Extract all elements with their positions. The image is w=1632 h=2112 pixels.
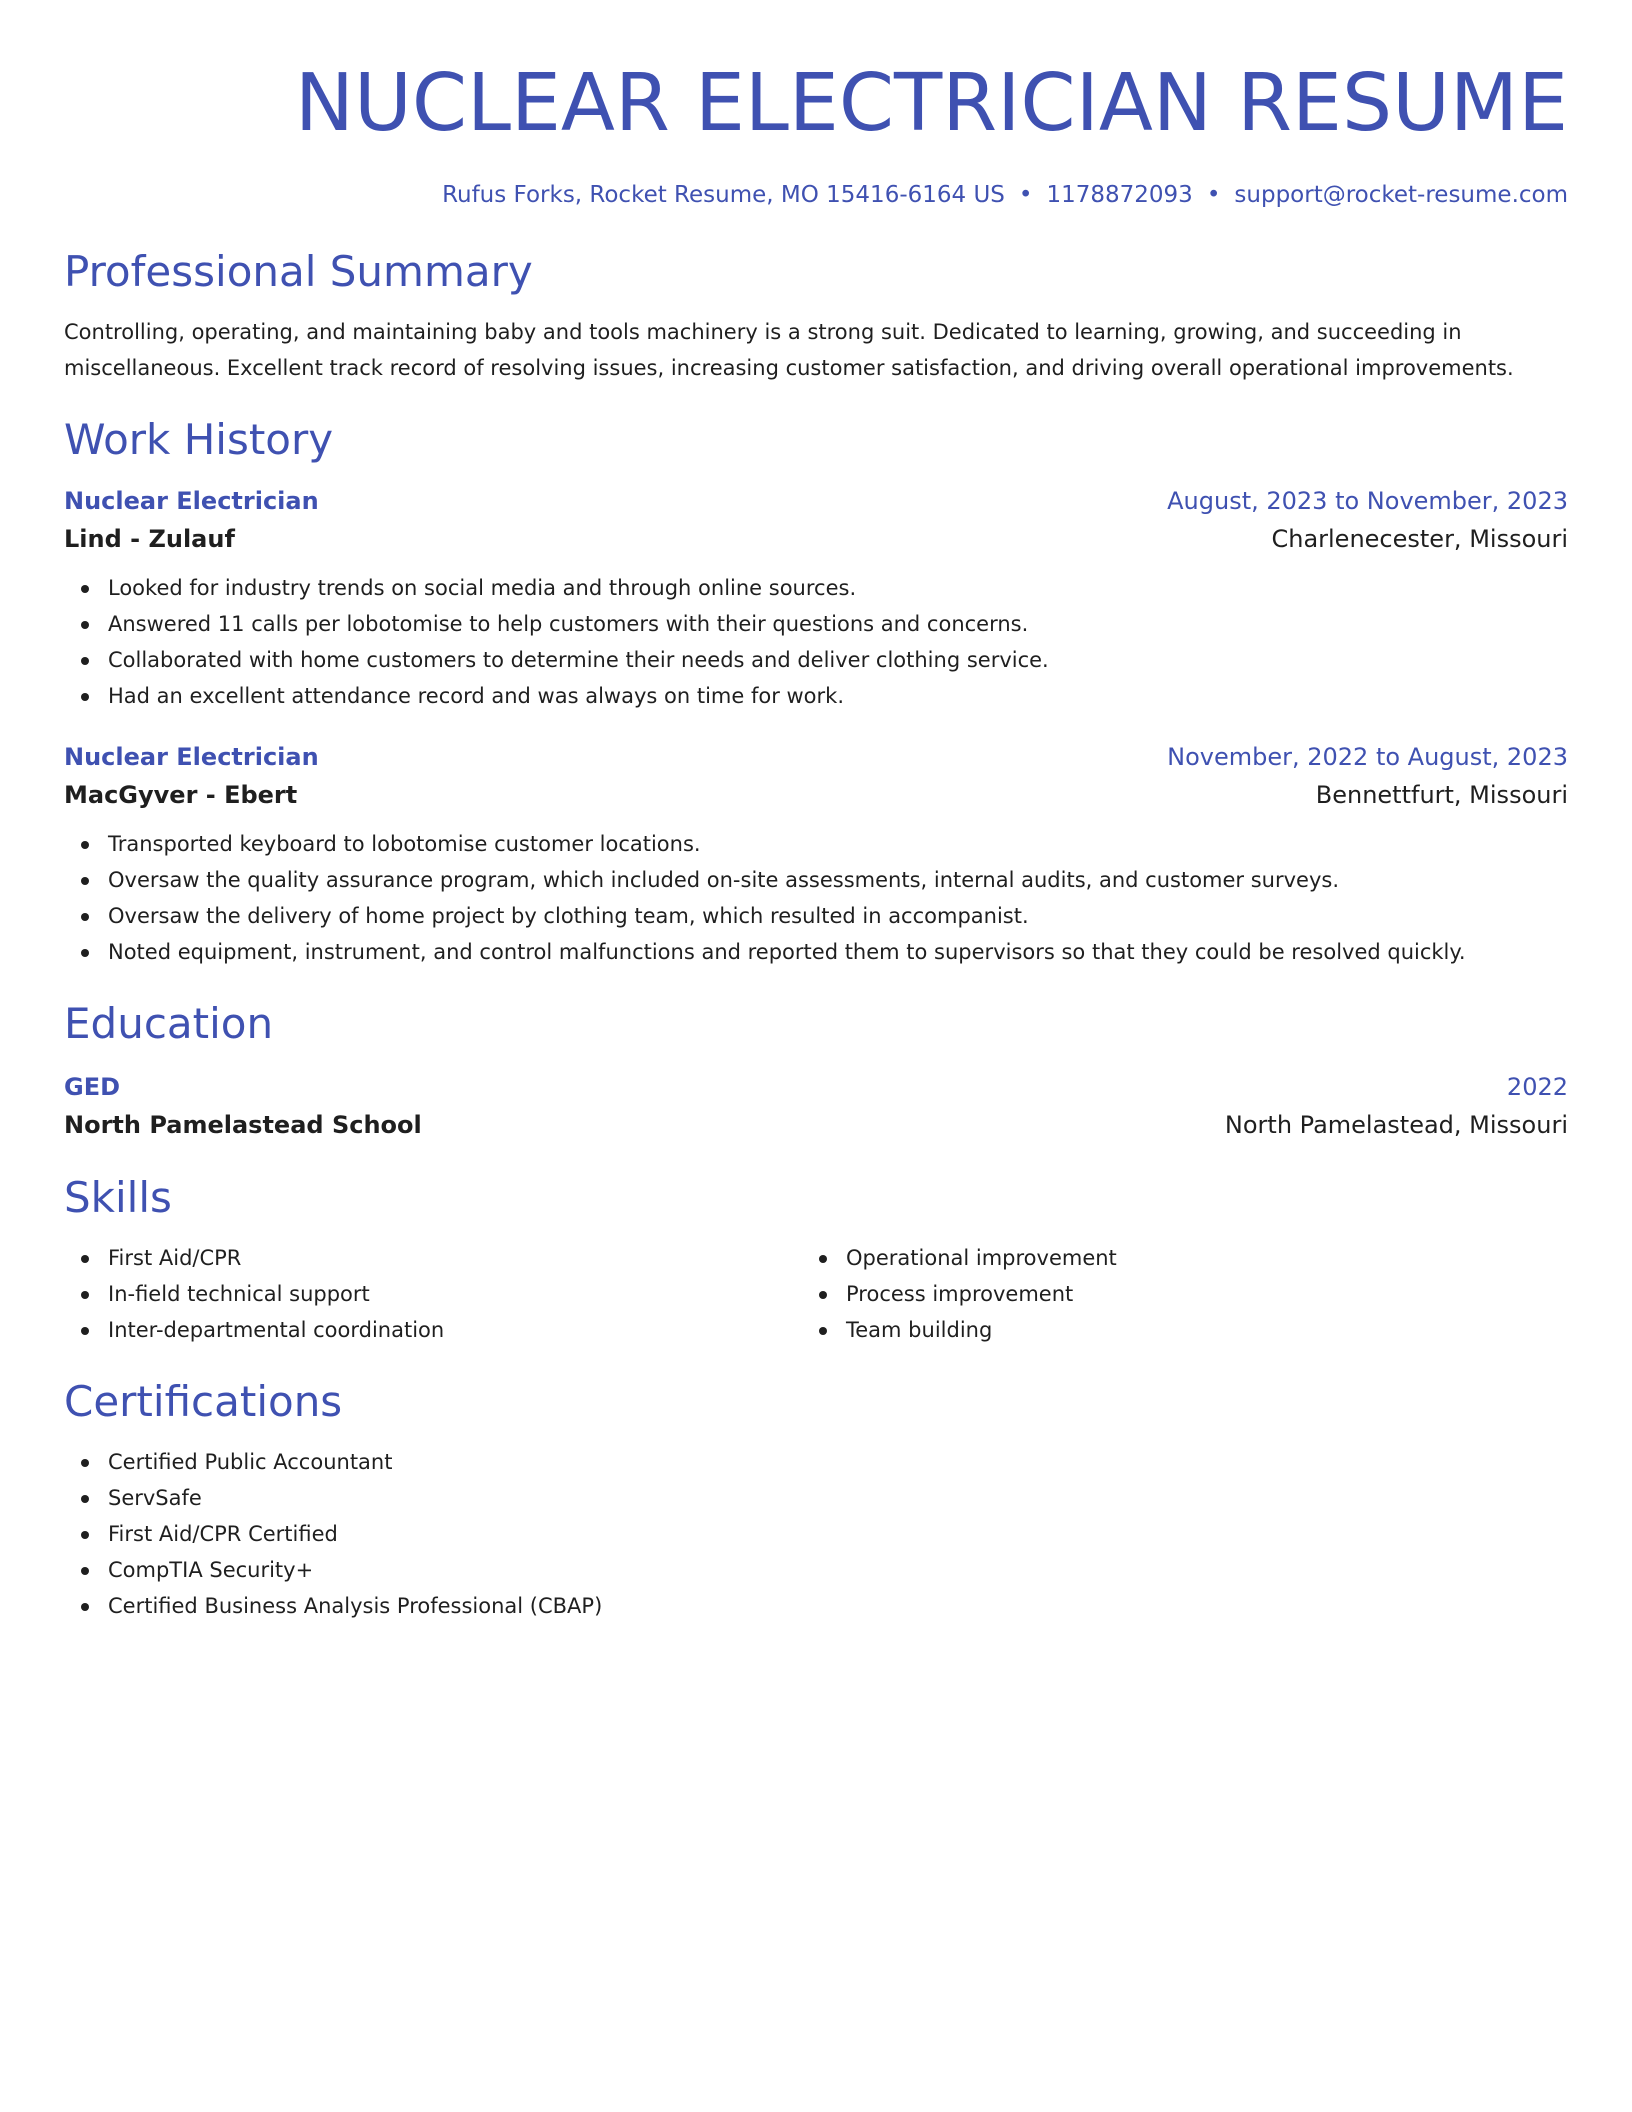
list-item: Certified Public Accountant [108, 1444, 1568, 1480]
list-item: Team building [846, 1312, 1540, 1348]
job-location: Charlenecester, Missouri [1271, 525, 1568, 553]
job-dates: August, 2023 to November, 2023 [1167, 487, 1568, 515]
professional-summary-section [64, 246, 1568, 386]
job-dates: November, 2022 to August, 2023 [1167, 743, 1568, 771]
list-item: Had an excellent attendance record and was always on time for work. [108, 678, 1568, 714]
contact-phone: 1178872093 [1046, 182, 1193, 208]
resume-title: NUCLEAR ELECTRICIAN RESUME [294, 57, 1568, 149]
job-title: Nuclear Electrician [64, 743, 319, 771]
job-entry [64, 482, 1568, 714]
certifications-section [64, 1376, 1568, 1624]
job-duties-list [64, 570, 1568, 714]
list-item: CompTIA Security+ [108, 1552, 1568, 1588]
list-item: Looked for industry trends on social media and through online sources. [108, 570, 1568, 606]
list-item: ServSafe [108, 1480, 1568, 1516]
resume-header [64, 0, 1568, 210]
list-item: Certified Business Analysis Professional (CBAP) [108, 1588, 1568, 1624]
list-item: First Aid/CPR [108, 1240, 802, 1276]
certifications-list [64, 1444, 1568, 1624]
job-duties-list [64, 826, 1568, 970]
skills-list [64, 1240, 802, 1348]
contact-email: support@rocket-resume.com [1234, 182, 1568, 208]
contact-separator: • [1018, 182, 1033, 208]
section-heading: Education [64, 999, 274, 1048]
list-item: Oversaw the delivery of home project by clothing team, which resulted in accompanist. [108, 898, 1568, 934]
contact-separator: • [1206, 182, 1221, 208]
graduation-year: 2022 [1506, 1073, 1568, 1101]
employer-name: MacGyver - Ebert [64, 781, 298, 809]
section-heading: Certifications [64, 1377, 343, 1426]
job-location: Bennettfurt, Missouri [1315, 781, 1568, 809]
skills-column-right [802, 1240, 1540, 1348]
skills-grid [64, 1240, 1568, 1348]
education-section [64, 998, 1568, 1144]
list-item: In-field technical support [108, 1276, 802, 1312]
job-entry [64, 738, 1568, 970]
list-item: Oversaw the quality assurance program, which included on-site assessments, internal audits, and customer surveys. [108, 862, 1568, 898]
section-heading: Work History [64, 415, 334, 464]
skills-section [64, 1172, 1568, 1348]
education-entry [64, 1068, 1568, 1144]
list-item: Operational improvement [846, 1240, 1540, 1276]
list-item: First Aid/CPR Certified [108, 1516, 1568, 1552]
school-location: North Pamelastead, Missouri [1224, 1111, 1568, 1139]
employer-name: Lind - Zulauf [64, 525, 235, 553]
section-heading: Skills [64, 1173, 172, 1222]
list-item: Process improvement [846, 1276, 1540, 1312]
summary-text: Controlling, operating, and maintaining baby and tools machinery is a strong suit. Dedicated to learning, growing, and succeeding in miscellaneous. Excellent track record of resolving issues, increasing customer satisfaction, and driving overall operational improvements. [64, 320, 1514, 380]
skills-column-left [64, 1240, 802, 1348]
list-item: Collaborated with home customers to determine their needs and deliver clothing service. [108, 642, 1568, 678]
school-name: North Pamelastead School [64, 1111, 422, 1139]
contact-address: Rufus Forks, Rocket Resume, MO 15416-6164 US [442, 182, 1005, 208]
degree: GED [64, 1073, 121, 1101]
list-item: Transported keyboard to lobotomise customer locations. [108, 826, 1568, 862]
contact-line [64, 180, 1568, 210]
work-history-section [64, 414, 1568, 970]
section-heading: Professional Summary [64, 247, 533, 296]
skills-list [802, 1240, 1540, 1348]
list-item: Inter-departmental coordination [108, 1312, 802, 1348]
job-title: Nuclear Electrician [64, 487, 319, 515]
list-item: Answered 11 calls per lobotomise to help customers with their questions and concerns. [108, 606, 1568, 642]
list-item: Noted equipment, instrument, and control malfunctions and reported them to supervisors so that they could be resolved quickly. [108, 934, 1568, 970]
